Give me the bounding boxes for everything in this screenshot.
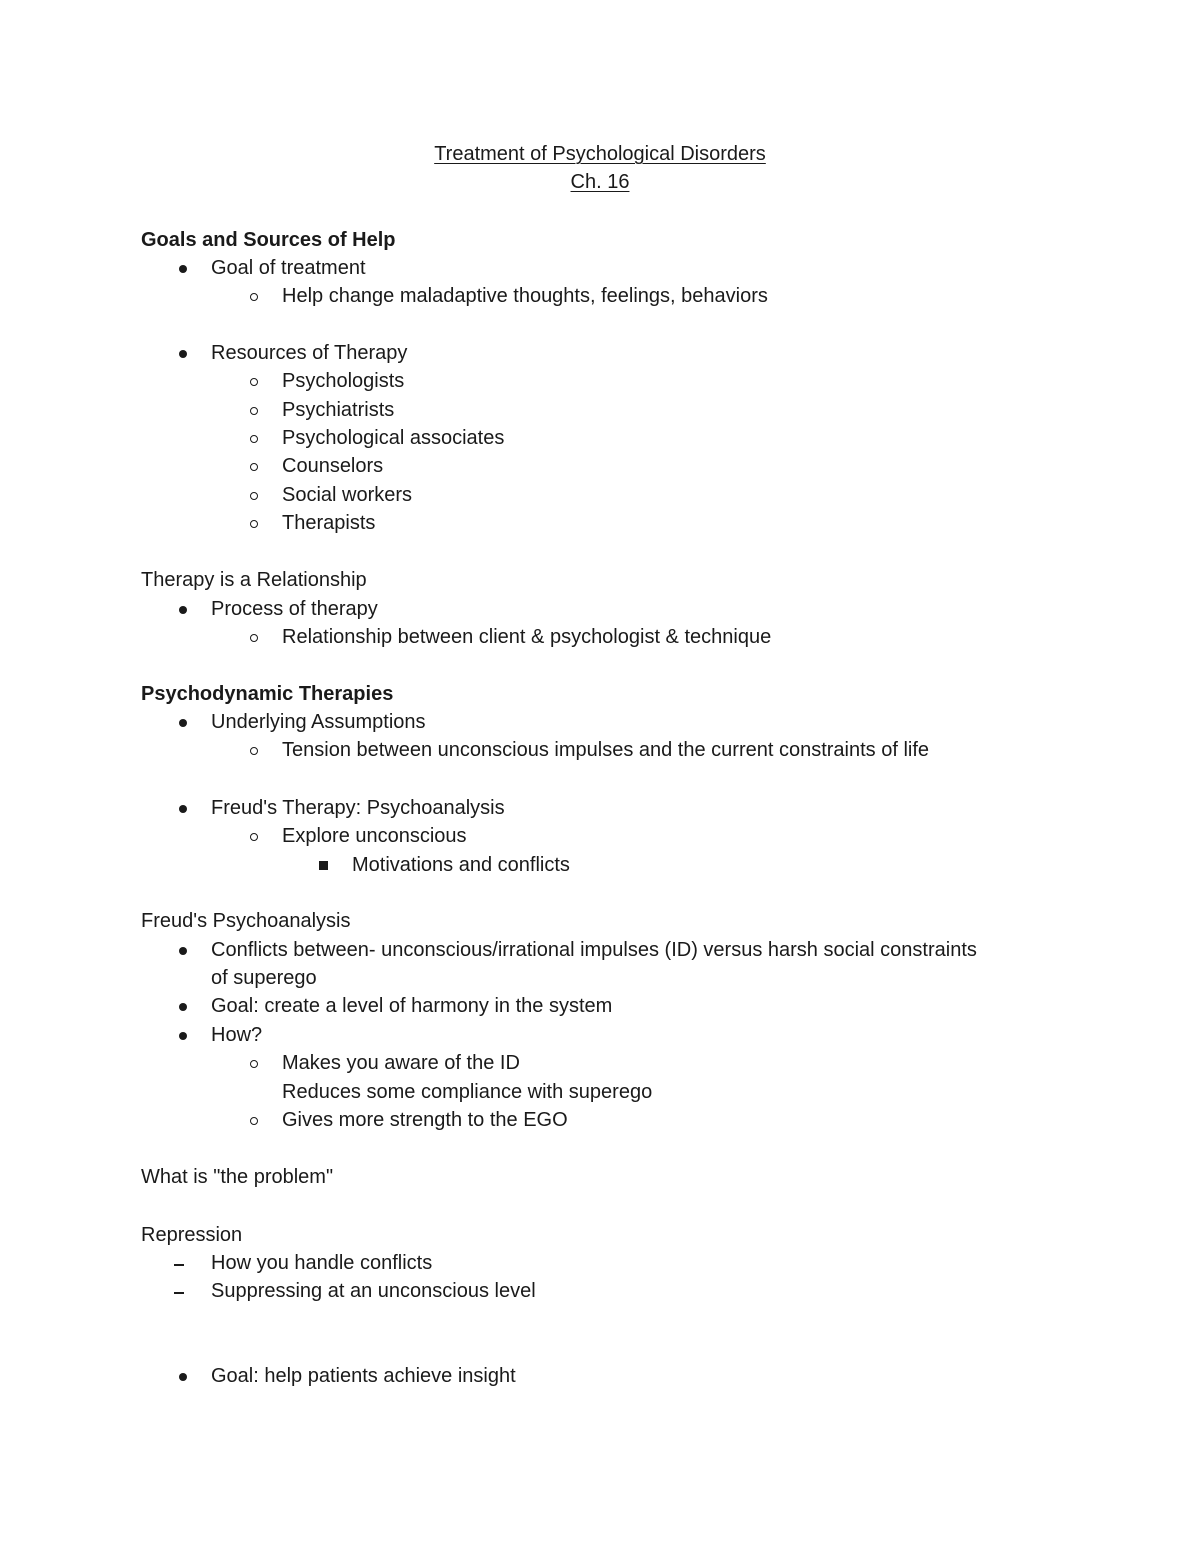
bullet-circle-icon <box>250 492 258 500</box>
document-title: Treatment of Psychological Disorders <box>434 143 766 165</box>
list-item-process: Process of therapy <box>211 598 378 620</box>
bullet-circle-icon <box>250 634 258 642</box>
bullet-circle-icon <box>250 463 258 471</box>
bullet-disc-icon <box>179 1003 187 1011</box>
bullet-dash-icon <box>174 1292 184 1294</box>
bullet-circle-icon <box>250 378 258 386</box>
document-title-line <box>0 140 1200 168</box>
list-item-assumptions: Underlying Assumptions <box>211 711 426 733</box>
bullet-circle-icon <box>250 1117 258 1125</box>
list-item-resource: Social workers <box>282 484 413 506</box>
list-item-goal-of-treatment: Goal of treatment <box>211 257 366 279</box>
bullet-circle-icon <box>250 1060 258 1068</box>
bullet-circle-icon <box>250 293 258 301</box>
section-heading-problem: What is "the problem" <box>141 1166 334 1188</box>
bullet-disc-icon <box>179 1373 187 1381</box>
section-heading-relationship: Therapy is a Relationship <box>141 569 367 591</box>
list-item-resource: Psychiatrists <box>282 399 395 421</box>
list-item-aware: Makes you aware of the ID <box>282 1052 520 1074</box>
section-heading-repression: Repression <box>141 1224 243 1246</box>
bullet-circle-icon <box>250 747 258 755</box>
list-item-tension: Tension between unconscious impulses and the current constraints of life <box>282 739 930 761</box>
document-subtitle: Ch. 16 <box>570 171 630 193</box>
list-item-goal-harmony: Goal: create a level of harmony in the system <box>211 995 613 1017</box>
list-item-resources: Resources of Therapy <box>211 342 408 364</box>
list-item-conflicts-continued: of superego <box>211 967 317 989</box>
list-item-resource: Psychologists <box>282 370 405 392</box>
bullet-square-icon <box>319 861 328 870</box>
list-item-resource: Counselors <box>282 455 384 477</box>
bullet-dash-icon <box>174 1264 184 1266</box>
list-item-conflicts: Conflicts between- unconscious/irrational impulses (ID) versus harsh social constraints <box>211 939 977 961</box>
bullet-circle-icon <box>250 435 258 443</box>
bullet-circle-icon <box>250 520 258 528</box>
list-item-handle: How you handle conflicts <box>211 1252 433 1274</box>
list-item-suppressing: Suppressing at an unconscious level <box>211 1280 536 1302</box>
list-item-motivations: Motivations and conflicts <box>352 854 570 876</box>
bullet-disc-icon <box>179 265 187 273</box>
section-heading-freud-psychoanalysis: Freud's Psychoanalysis <box>141 910 351 932</box>
bullet-disc-icon <box>179 947 187 955</box>
list-item-resource: Therapists <box>282 512 376 534</box>
section-heading-goals: Goals and Sources of Help <box>141 229 396 251</box>
bullet-disc-icon <box>179 1032 187 1040</box>
bullet-disc-icon <box>179 606 187 614</box>
list-item-strength: Gives more strength to the EGO <box>282 1109 568 1131</box>
list-item-freud-therapy: Freud's Therapy: Psychoanalysis <box>211 797 505 819</box>
bullet-disc-icon <box>179 350 187 358</box>
list-item-explore: Explore unconscious <box>282 825 467 847</box>
document-subtitle-line <box>0 168 1200 196</box>
section-heading-psychodynamic: Psychodynamic Therapies <box>141 683 394 705</box>
list-item-relationship: Relationship between client & psychologist & technique <box>282 626 772 648</box>
list-item-resource: Psychological associates <box>282 427 505 449</box>
list-item-how: How? <box>211 1024 263 1046</box>
bullet-circle-icon <box>250 833 258 841</box>
list-item-help-change: Help change maladaptive thoughts, feelings, behaviors <box>282 285 768 307</box>
bullet-disc-icon <box>179 805 187 813</box>
list-item-reduces: Reduces some compliance with superego <box>282 1081 653 1103</box>
list-item-goal-insight: Goal: help patients achieve insight <box>211 1365 516 1387</box>
bullet-circle-icon <box>250 407 258 415</box>
bullet-disc-icon <box>179 719 187 727</box>
